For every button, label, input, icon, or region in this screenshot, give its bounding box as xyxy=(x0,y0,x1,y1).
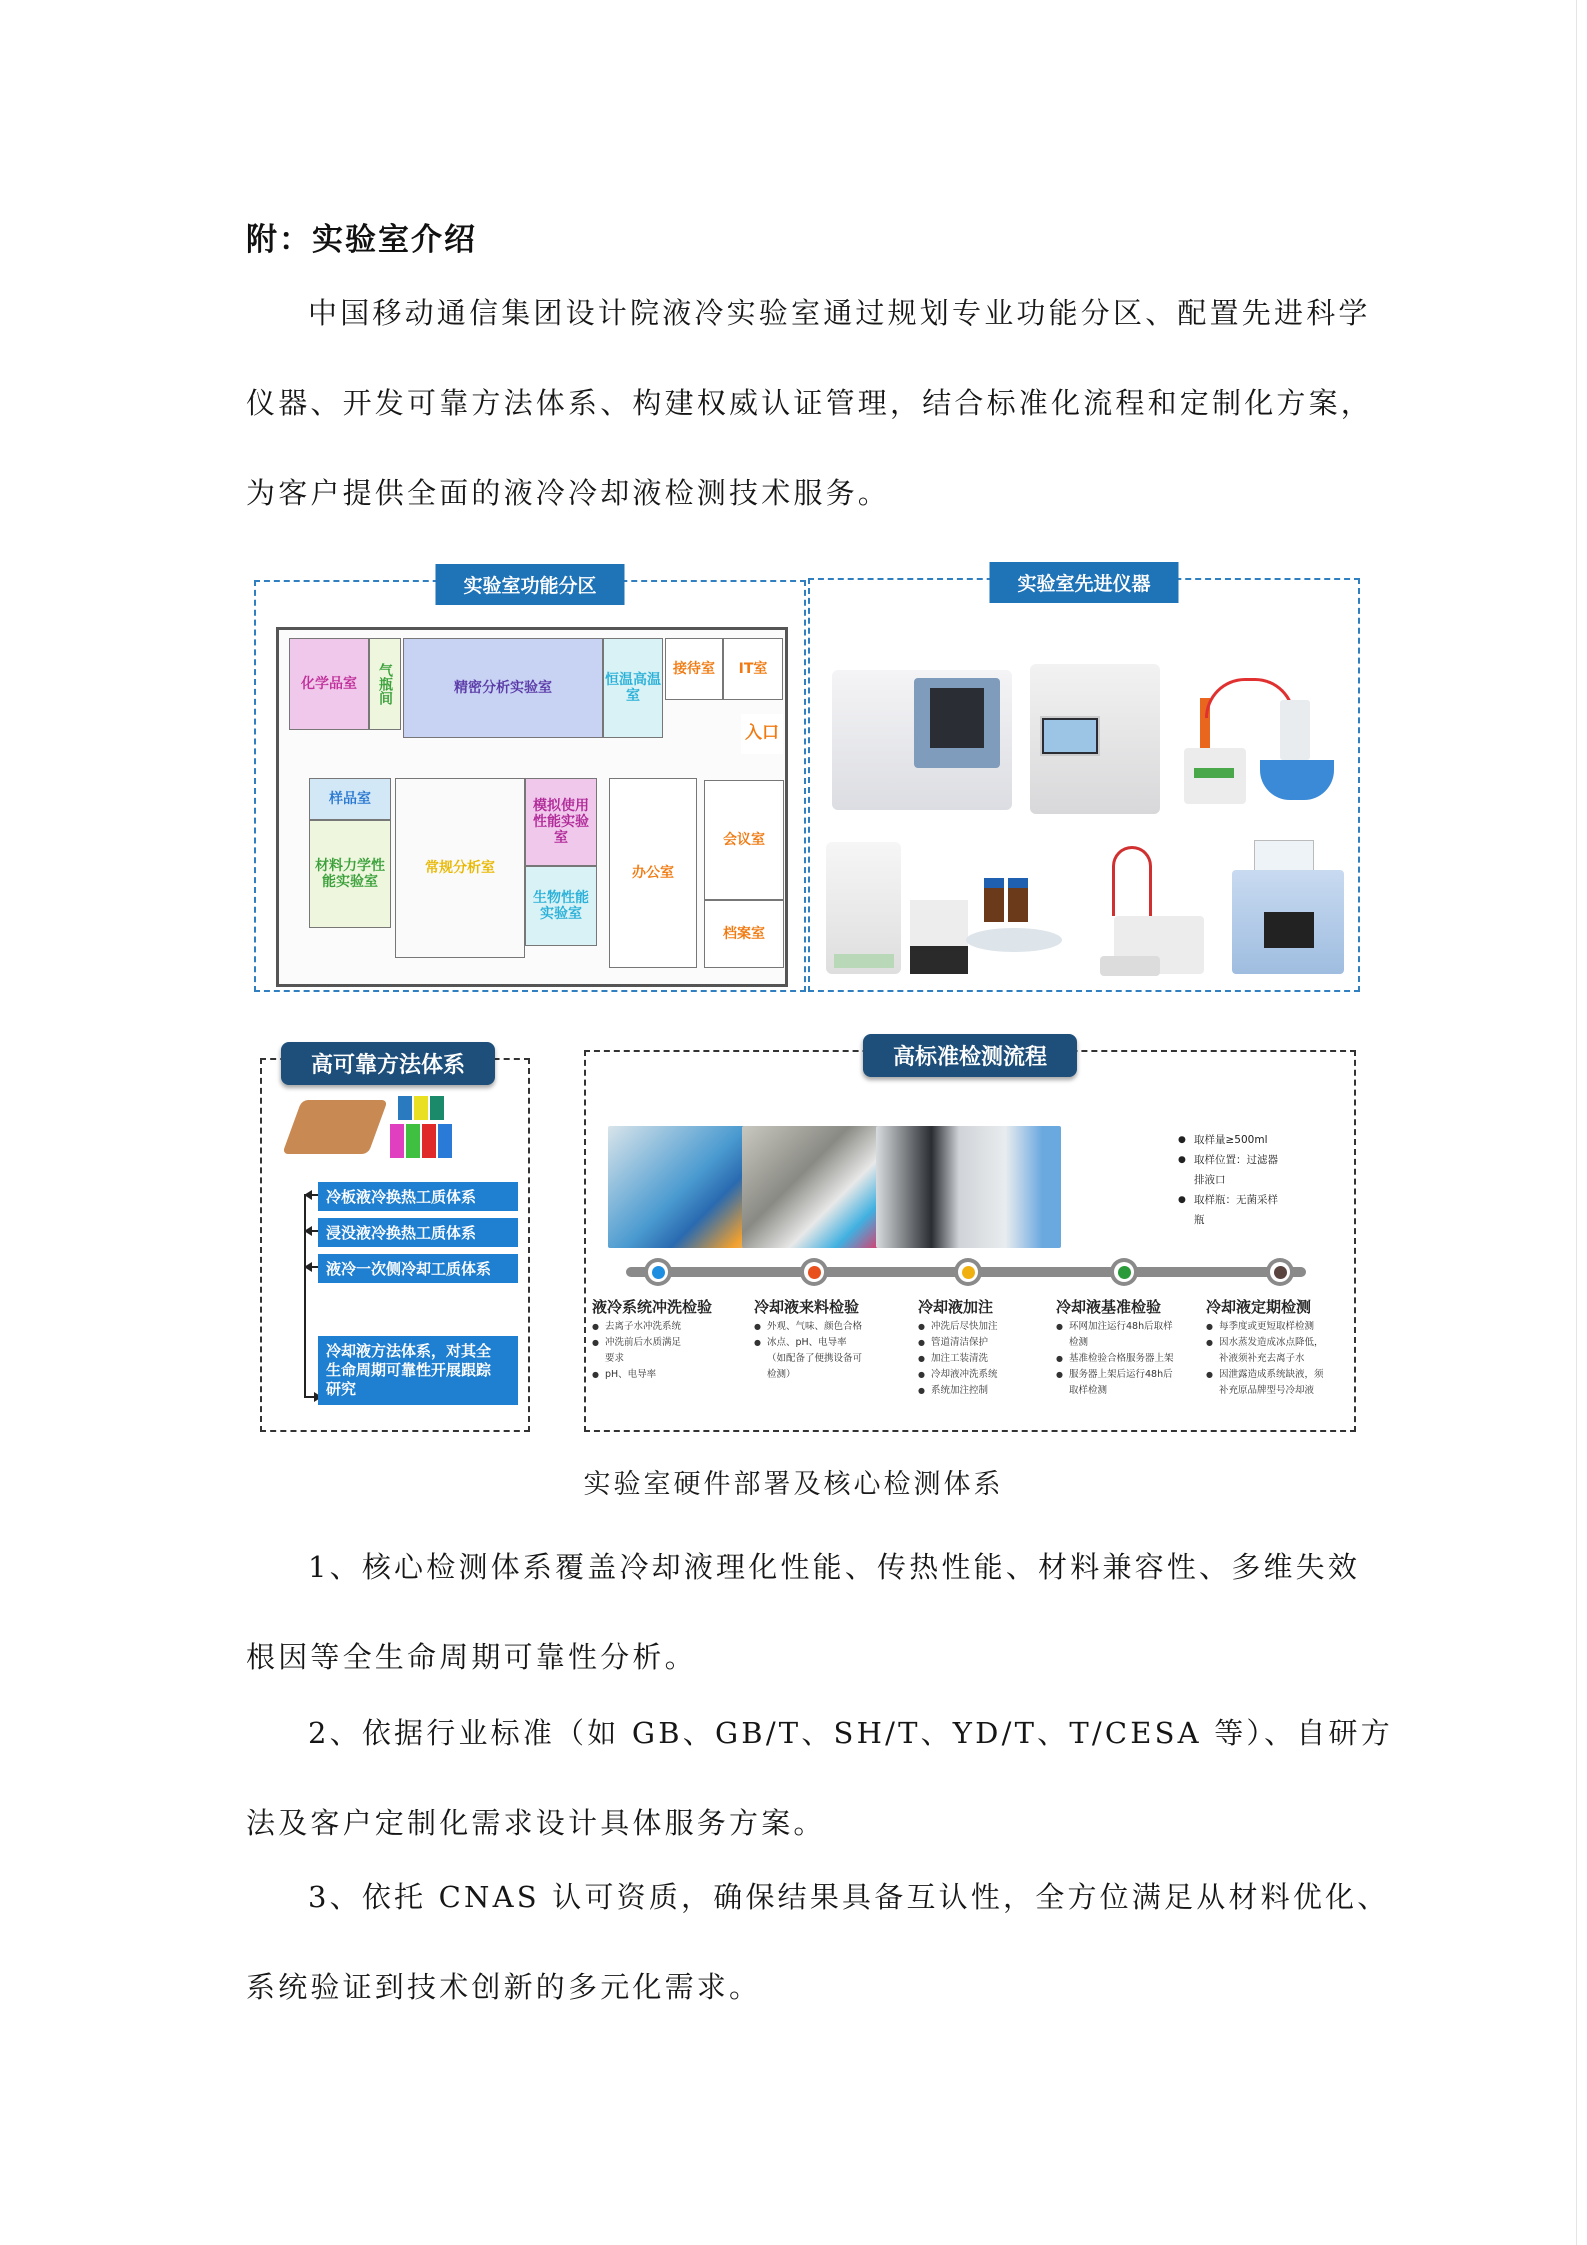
sampling-note: ● 取样瓶：无菌采样 xyxy=(1178,1190,1278,1210)
titrator-sample-changer-icon xyxy=(1260,680,1340,808)
point-line: 法及客户定制化需求设计具体服务方案。 xyxy=(246,1806,826,1840)
room-label: 生物性能实验室 xyxy=(533,889,589,922)
scan-edge-artifact xyxy=(1576,0,1577,2245)
process-step xyxy=(592,1296,712,1383)
room-entrance xyxy=(741,714,783,754)
step-item: 补液须补充去离子水 xyxy=(1219,1353,1305,1364)
room-office xyxy=(609,778,697,968)
room-meeting xyxy=(704,780,784,900)
coolant-bottles-image xyxy=(386,1096,456,1160)
room-archive xyxy=(704,900,784,968)
step-title: 冷却液来料检验 xyxy=(754,1298,860,1316)
sampling-note: ● 取样量≥500ml xyxy=(1178,1130,1278,1150)
room-label: 样品室 xyxy=(329,790,371,807)
figure-caption: 实验室硬件部署及核心检测体系 xyxy=(583,1469,1004,1500)
room-routine-analysis xyxy=(395,778,525,958)
method-system-panel xyxy=(260,1053,530,1432)
step-item: （如配备了便携设备可 xyxy=(767,1353,863,1364)
arrow-left-icon xyxy=(304,1226,312,1236)
method-summary-line: 冷却液方法体系，对其全 xyxy=(326,1342,492,1360)
room-it xyxy=(723,638,783,700)
method-summary-box xyxy=(318,1336,518,1405)
step-item: 取样检测 xyxy=(1069,1385,1108,1396)
step-item: ● 基准检验合格服务器上架 xyxy=(1056,1351,1174,1367)
point-line: 3、依托 CNAS 认可资质，确保结果具备互认性，全方位满足从材料优化、 xyxy=(308,1880,1390,1914)
point-line: 系统验证到技术创新的多元化需求。 xyxy=(246,1970,762,2004)
ion-chromatograph-icon xyxy=(1030,664,1160,814)
arrow-left-icon xyxy=(304,1190,312,1200)
step-item: ● 加注工装清洗 xyxy=(918,1351,998,1367)
floor-plan-title: 实验室功能分区 xyxy=(435,564,624,605)
step-item: ● 外观、气味、颜色合格 xyxy=(754,1319,862,1335)
method-item-primary-side: 液冷一次侧冷却工质体系 xyxy=(318,1254,518,1283)
process-step xyxy=(1056,1296,1174,1399)
point-line: 1、核心检测体系覆盖冷却液理化性能、传热性能、材料兼容性、多维失效 xyxy=(308,1550,1361,1584)
intro-line: 仪器、开发可靠方法体系、构建权威认证管理，结合标准化流程和定制化方案， xyxy=(246,386,1374,420)
floor-plan-panel xyxy=(254,575,806,992)
method-summary-line: 研究 xyxy=(326,1380,357,1398)
titrator-icon xyxy=(1180,668,1250,808)
step-title: 液冷系统冲洗检验 xyxy=(592,1298,713,1316)
floor-plan xyxy=(276,627,788,987)
room-label: 材料力学性能实验室 xyxy=(315,857,385,890)
process-step xyxy=(754,1296,862,1383)
intro-paragraph xyxy=(246,268,1374,538)
step-item: ● 每季度或更短取样检测 xyxy=(1206,1319,1324,1335)
step-2-node-icon xyxy=(800,1258,828,1286)
step-title: 冷却液基准检验 xyxy=(1056,1298,1162,1316)
step-item: ● 服务器上架后运行48h后 xyxy=(1056,1367,1174,1383)
room-label: 会议室 xyxy=(723,831,765,848)
method-item-immersion: 浸没液冷换热工质体系 xyxy=(318,1218,518,1247)
step-title: 冷却液加注 xyxy=(918,1298,994,1316)
point-line: 根因等全生命周期可靠性分析。 xyxy=(246,1640,697,1674)
room-label: 模拟使用性能实验室 xyxy=(533,797,589,847)
step-item: 检测） xyxy=(767,1369,796,1380)
step-item: 检测 xyxy=(1069,1337,1089,1348)
room-precision-analysis xyxy=(403,638,603,738)
room-simulation xyxy=(525,778,597,866)
intro-line: 为客户提供全面的液冷冷却液检测技术服务。 xyxy=(246,476,891,510)
method-system-title: 高可靠方法体系 xyxy=(281,1042,495,1085)
balance-analyzer-icon xyxy=(826,842,901,974)
room-thermostatic xyxy=(603,638,663,738)
lab-photo-sampling xyxy=(876,1126,1061,1248)
instrument-panel-title: 实验室先进仪器 xyxy=(989,562,1178,603)
room-reception xyxy=(665,638,723,700)
sampling-note: 瓶 xyxy=(1194,1214,1205,1226)
sampling-note: ● 取样位置：过滤器 xyxy=(1178,1150,1278,1170)
step-item: ● pH、电导率 xyxy=(592,1367,712,1383)
step-item: ● 系统加注控制 xyxy=(918,1383,998,1399)
step-item: ● 冷却液冲洗系统 xyxy=(918,1367,998,1383)
step-item: ● 去离子水冲洗系统 xyxy=(592,1319,712,1335)
room-label: 精密分析实验室 xyxy=(454,679,552,696)
room-label: 气瓶间 xyxy=(377,663,394,705)
step-item: ● 因水蒸发造成冰点降低， xyxy=(1206,1335,1324,1351)
sampling-note: 排液口 xyxy=(1194,1174,1226,1186)
room-label: 常规分析室 xyxy=(425,859,495,876)
room-materials-mechanics xyxy=(309,820,391,928)
connector-line xyxy=(304,1194,306,1398)
arrow-left-icon xyxy=(304,1262,312,1272)
step-title: 冷却液定期检测 xyxy=(1206,1298,1312,1316)
step-item: ● 因泄露造成系统缺液，须 xyxy=(1206,1367,1324,1383)
step-5-node-icon xyxy=(1266,1258,1294,1286)
point-3 xyxy=(246,1852,1390,2032)
cold-plate-image xyxy=(282,1100,388,1154)
intro-line: 中国移动通信集团设计院液冷实验室通过规划专业功能分区、配置先进科学 xyxy=(308,296,1371,330)
room-label: 化学品室 xyxy=(301,675,357,692)
step-item: 要求 xyxy=(605,1353,625,1364)
potentiometric-titrator-icon xyxy=(1100,846,1210,984)
point-1 xyxy=(246,1522,1361,1702)
step-item: ● 环网加注运行48h后取样 xyxy=(1056,1319,1174,1335)
step-item: ● 冲洗前后水质满足 xyxy=(592,1335,712,1351)
step-item: ● 管道清洁保护 xyxy=(918,1335,998,1351)
room-samples xyxy=(309,778,391,820)
step-1-node-icon xyxy=(644,1258,672,1286)
sampling-notes xyxy=(1178,1130,1278,1230)
room-bio-performance xyxy=(525,866,597,946)
room-label: IT室 xyxy=(738,660,768,677)
process-step xyxy=(1206,1296,1324,1399)
room-chemicals xyxy=(289,638,369,730)
gas-chromatograph-icon xyxy=(832,670,1012,810)
room-gas-cylinders xyxy=(369,638,401,730)
step-4-node-icon xyxy=(1110,1258,1138,1286)
method-item-cold-plate: 冷板液冷换热工质体系 xyxy=(318,1182,518,1211)
process-panel-title: 高标准检测流程 xyxy=(863,1034,1077,1077)
room-label: 接待室 xyxy=(673,660,715,677)
instrument-panel xyxy=(808,573,1360,992)
step-item: ● 冲洗后尽快加注 xyxy=(918,1319,998,1335)
room-label: 办公室 xyxy=(632,864,674,881)
room-label: 恒温高温室 xyxy=(605,671,661,704)
page-heading: 附：实验室介绍 xyxy=(246,222,477,258)
step-item: ● 冰点、pH、电导率 xyxy=(754,1335,862,1351)
room-label: 档案室 xyxy=(723,925,765,942)
microwave-digester-icon xyxy=(1228,840,1348,976)
room-label: 入口 xyxy=(745,723,779,744)
process-step xyxy=(918,1296,998,1399)
process-panel xyxy=(584,1045,1356,1432)
step-3-node-icon xyxy=(954,1258,982,1286)
point-line: 2、依据行业标准（如 GB、GB/T、SH/T、YD/T、T/CESA 等）、自研方 xyxy=(308,1716,1393,1750)
method-summary-line: 生命周期可靠性开展跟踪 xyxy=(326,1361,492,1379)
autosampler-icon xyxy=(910,850,1060,976)
step-item: 补充原品牌型号冷却液 xyxy=(1219,1385,1315,1396)
point-2 xyxy=(246,1688,1393,1868)
